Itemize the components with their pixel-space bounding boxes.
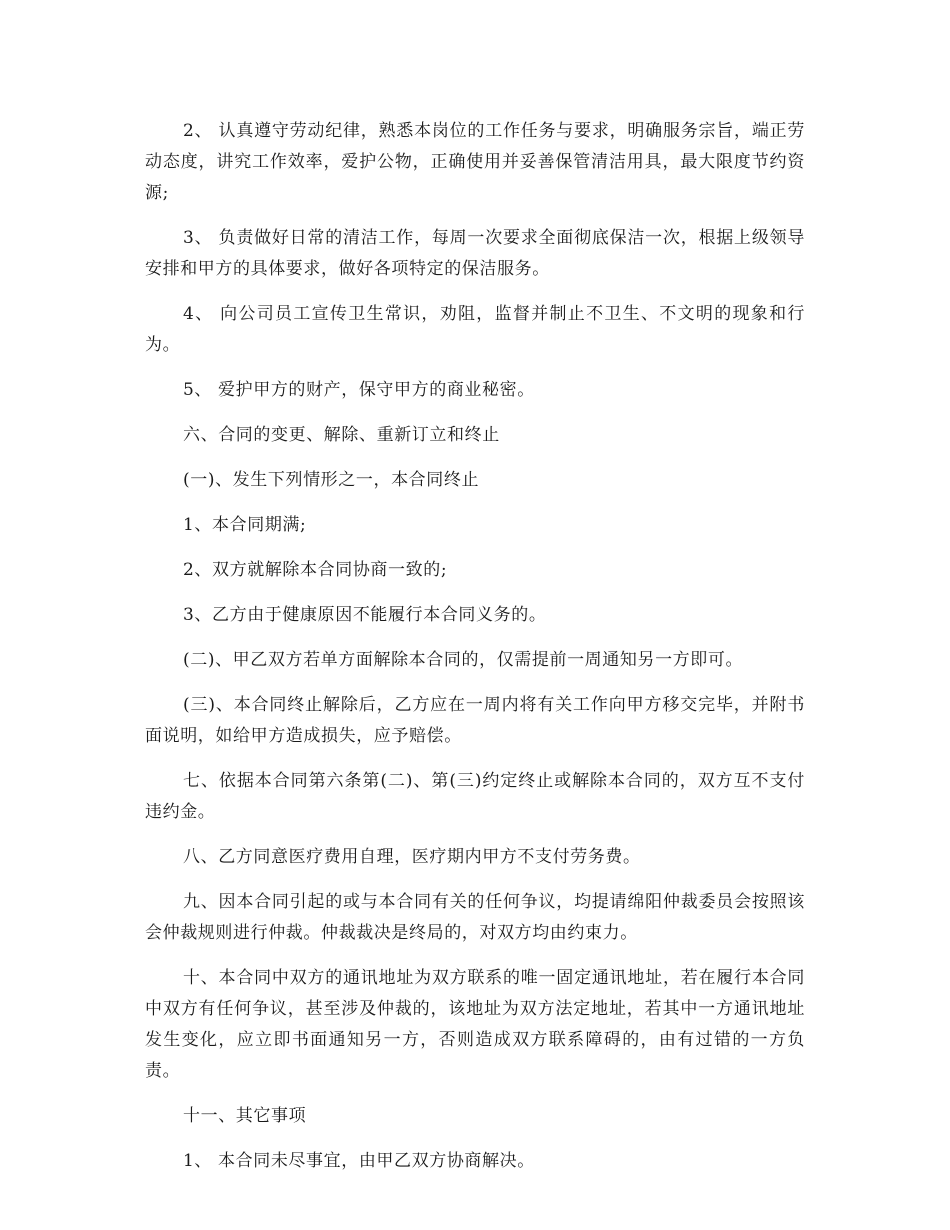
clause-3-daily-cleaning: 3、 负责做好日常的清洁工作，每周一次要求全面彻底保洁一次，根据上级领导安排和甲方的具体要求，做好各项特定的保洁服务。 — [145, 228, 805, 279]
section-11-item-1: 1、 本合同未尽事宜，由甲乙双方协商解决。 — [183, 1151, 535, 1171]
document-body — [145, 116, 805, 1191]
termination-case-2: 2、双方就解除本合同协商一致的; — [183, 560, 448, 580]
termination-case-3: 3、乙方由于健康原因不能履行本合同义务的。 — [183, 605, 547, 625]
section-6-item-2: (二)、甲乙双方若单方面解除本合同的，仅需提前一周通知另一方即可。 — [183, 650, 744, 670]
section-10-address: 十、本合同中双方的通讯地址为双方联系的唯一固定通讯地址，若在履行本合同中双方有任何争议，甚至涉及仲裁的，该地址为双方法定地址，若其中一方通讯地址发生变化，应立即书面通知另一方，否则造成双方联系障碍的，由有过错的一方负责。 — [145, 968, 805, 1081]
clause-5-protect-property: 5、 爱护甲方的财产，保守甲方的商业秘密。 — [183, 380, 535, 400]
termination-case-1: 1、本合同期满; — [183, 515, 307, 535]
section-6-heading: 六、合同的变更、解除、重新订立和终止 — [183, 425, 500, 445]
section-7-penalty: 七、依据本合同第六条第(二)、第(三)约定终止或解除本合同的，双方互不支付违约金。 — [145, 771, 805, 822]
clause-4-hygiene-promotion: 4、 向公司员工宣传卫生常识，劝阻，监督并制止不卫生、不文明的现象和行为。 — [145, 304, 805, 355]
clause-2-labor-discipline: 2、 认真遵守劳动纪律，熟悉本岗位的工作任务与要求，明确服务宗旨，端正劳动态度，讲究工作效率，爱护公物，正确使用并妥善保管清洁用具，最大限度节约资源; — [145, 121, 805, 203]
section-8-medical: 八、乙方同意医疗费用自理，医疗期内甲方不支付劳务费。 — [183, 847, 641, 867]
section-11-heading: 十一、其它事项 — [183, 1106, 307, 1126]
section-6-item-3: (三)、本合同终止解除后，乙方应在一周内将有关工作向甲方移交完毕，并附书面说明，如给甲方造成损失，应予赔偿。 — [145, 695, 805, 746]
section-6-item-1-heading: (一)、发生下列情形之一，本合同终止 — [183, 470, 480, 490]
section-9-arbitration: 九、因本合同引起的或与本合同有关的任何争议，均提请绵阳仲裁委员会按照该会仲裁规则进行仲裁。仲裁裁决是终局的，对双方均由约束力。 — [145, 892, 805, 943]
